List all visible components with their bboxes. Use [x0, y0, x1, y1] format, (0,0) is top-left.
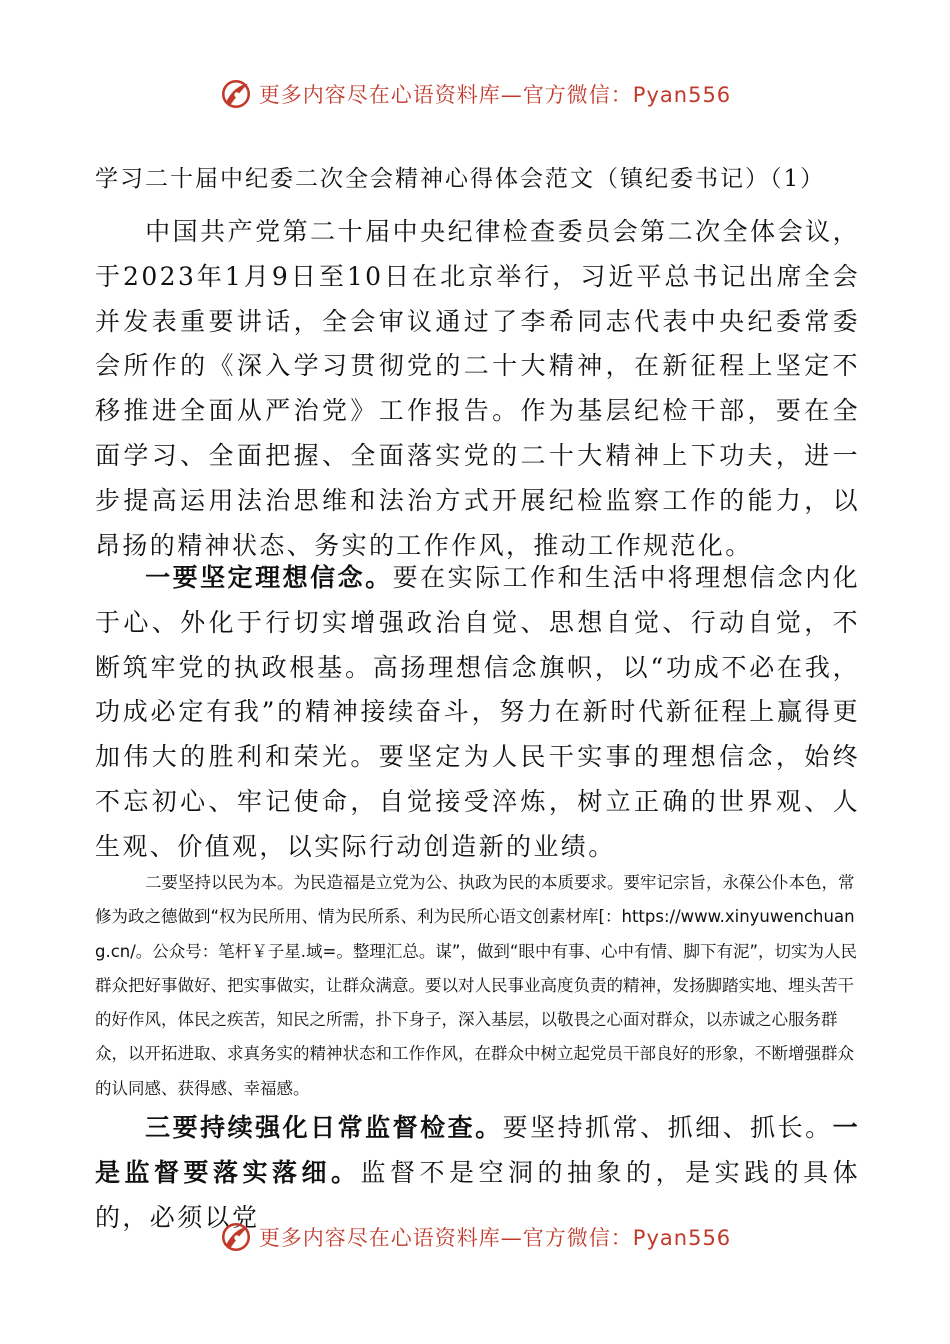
banner-text: 更多内容尽在心语资料库—官方微信：Pyan556: [258, 1226, 732, 1250]
paragraph-ideals-lead: 一要坚定理想信念。: [145, 563, 393, 592]
paragraph-supervision-mid: 要坚持抓常、抓细、抓长。: [502, 1113, 833, 1142]
paragraph-intro-text: 中国共产党第二十届中央纪律检查委员会第二次全体会议，于2023年1月9日至10日在北京举行，习近平总书记出席全会并发表重要讲话，全会审议通过了李希同志代表中央纪委常委会所作的《深入学习贯彻党的二十大精神，在新征程上坚定不移推进全面从严治党》工作报告。作为基层纪检干部，要在全面学习、全面把握、全面落实党的二十大精神上下功夫，进一步提高运用法治思维和法治方式开展纪检监察工作的能力，以昂扬的精神状态、务实的工作作风，推动工作规范化。: [95, 217, 860, 560]
paragraph-people-text: 二要坚持以民为本。为民造福是立党为公、执政为民的本质要求。要牢记宗旨，永葆公仆本色，常修为政之德做到“权为民所用、情为民所系、利为民所心语文创素材库[：https://www.xinyuwenchuang.cn/。公众号：笔杆￥子星.域=。整理汇总。谋”，做到“眼中有事、心中有情、脚下有泥”，切实为人民群众把好事做好、把实事做实，让群众满意。要以对人民事业高度负责的精神，发扬脚踏实地、埋头苦干的好作风，体民之疾苦，知民之所需，扑下身子，深入基层，以敬畏之心面对群众，以赤诚之心服务群众，以开拓进取、求真务实的精神状态和工作作风，在群众中树立起党员干部良好的形象，不断增强群众的认同感、获得感、幸福感。: [95, 873, 858, 1098]
paragraph-supervision-text: 监督不是空洞的抽象的，是实践的具体的，必须以党: [95, 1157, 860, 1232]
paragraph-ideals: [95, 556, 860, 870]
paragraph-supervision-lead: 三要持续强化日常监督检查。: [145, 1113, 503, 1142]
paragraph-ideals-text: 要在实际工作和生活中将理想信念内化于心、外化于行切实增强政治自觉、思想自觉、行动自觉，不断筑牢党的执政根基。高扬理想信念旗帜，以“功成不必在我，功成必定有我”的精神接续奋斗，努力在新时代新征程上赢得更加伟大的胜利和荣光。要坚定为人民干实事的理想信念，始终不忘初心、牢记使命，自觉接受淬炼，树立正确的世界观、人生观、价值观，以实际行动创造新的业绩。: [95, 563, 860, 861]
document-title: 学习二十届中纪委二次全会精神心得体会范文（镇纪委书记）（1）: [95, 166, 826, 192]
paragraph-supervision-lead2: 一是监督要落实落细。: [95, 1113, 860, 1187]
paragraph-people: [95, 866, 860, 1106]
brush-logo-icon: [219, 77, 253, 111]
footer-banner: [0, 1215, 950, 1259]
paragraph-intro: [95, 210, 860, 568]
header-banner: [0, 72, 950, 116]
banner-text: 更多内容尽在心语资料库—官方微信：Pyan556: [258, 83, 732, 107]
brush-logo-icon: [219, 1220, 253, 1254]
